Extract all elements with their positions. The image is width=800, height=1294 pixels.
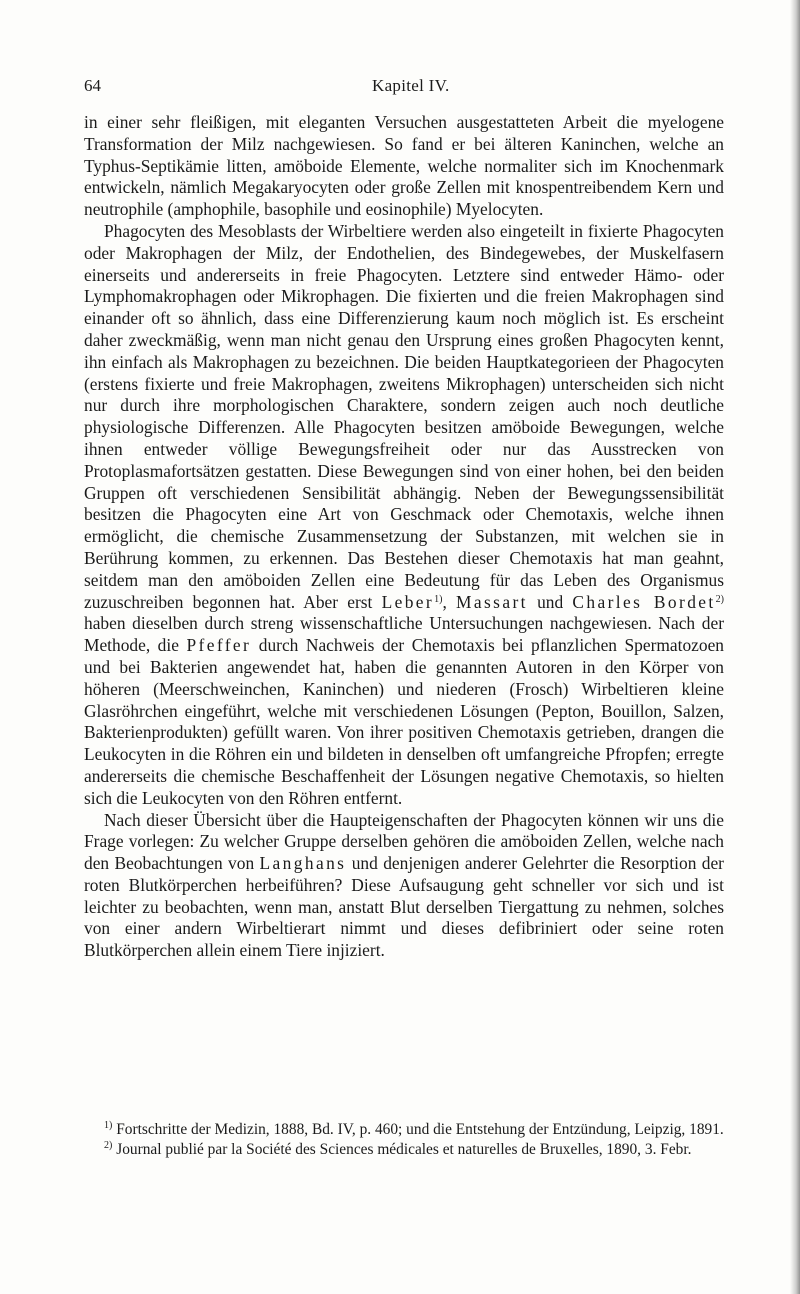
paragraph-1: in einer sehr fleißigen, mit eleganten Versuchen ausgestatteten Arbeit die myelogene Transformation der Milz nachgewiesen. So fand er bei älteren Kaninchen, welche an Typhus-Septikämie litten, amöboide Elemente, welche normaliter sich im Knochenmark entwickeln, nämlich Megakaryocyten oder große Zellen mit knospentreibendem Kern und neutrophile (amphophile, basophile und eosinophile) Myelocyten. [84,112,724,220]
paragraph-3-end: und denjenigen anderer Gelehrter die Resorption der roten Blutkörperchen herbeiführen? Diese Aufsaugung geht schneller vor sich und ist leichter zu beobachten, wenn man, anstatt Blut derselben Tiergattung zu nehmen, solches von einer andern Wirbeltierart nimmt und dieses defibriniert oder seine roten Blutkörperchen allein einem Tiere injiziert. [84,853,724,961]
paragraph-3 [84,810,724,963]
author-name-langhans: Langhans [259,853,347,874]
footnote-mark-2: 2) [715,593,724,605]
author-name-pfeffer: Pfeffer [186,635,252,656]
paragraph-2-text: Phagocyten des Mesoblasts der Wirbeltiere werden also eingeteilt in fixierte Phagocyten oder Makrophagen der Milz, der Endothelien, des Bindegewebes, der Muskelfasern einerseits und andererseits in freie Phagocyten. Letztere sind entweder Hämo- oder Lymphomakrophagen oder Mikrophagen. Die fixierten und die freien Makrophagen sind einander oft so ähnlich, dass eine Differenzierung kaum noch möglich ist. Es erscheint daher zweckmäßig, wenn man nicht genau den Ursprung eines großen Phagocyten kennt, ihn einfach als Makrophagen zu bezeichnen. Die beiden Hauptkategorieen der Phagocyten (erstens fixierte und freie Makrophagen, zweitens Mikrophagen) unterscheiden sich nicht nur durch ihre morphologischen Charaktere, sondern zeigen auch noch deutliche physiologische Differenzen. Alle Phagocyten besitzen amöboide Bewegungen, welche ihnen entweder völlige Bewegungsfreiheit oder nur das Ausstrecken von Protoplasmafortsätzen gestatten. Diese Bewegungen sind von einer hohen, bei den beiden Gruppen oft verschiedenen Sensibilität abhängig. Neben der Bewegungssensibilität besitzen die Phagocyten eine Art von Geschmack oder Chemotaxis, welche ihnen ermöglicht, die chemische Zusammensetzung der Substanzen, mit welchen sie in Berührung kommen, zu erkennen. Das Bestehen dieser Chemotaxis hat man geahnt, seitdem man den amöboiden Zellen eine Bedeutung für das Leben des Organismus zuzuschreiben begonnen hat. Aber erst [84,220,724,612]
page-header [84,76,724,102]
paragraph-2 [84,221,724,810]
footnote-2-mark: 2) [104,1140,113,1151]
footnote-1-text: Fortschritte der Medizin, 1888, Bd. IV, p. 460; und die Entstehung der Entzündung, Leipzig, 1891. [116,1121,724,1138]
page-edge-shadow [790,0,800,1294]
page-number: 64 [84,76,101,95]
footnote-1-mark: 1) [104,1120,113,1131]
footnote-2-text: Journal publié par la Société des Sciences médicales et naturelles de Bruxelles, 1890, 3. Febr. [116,1141,692,1158]
comma: , [442,591,447,612]
author-name-massart: Massart [456,591,528,612]
running-head: Kapitel IV. [372,76,450,95]
paragraph-2-continuation: haben dieselben durch streng wissenschaftliche Untersuchungen nachgewiesen. Nach der Methode, die [84,613,724,656]
paragraph-2-end: durch Nachweis der Chemotaxis bei pflanzlichen Spermatozoen und bei Bakterien angewendet hat, haben die genannten Autoren in den Körper von höheren (Meerschweinchen, Kaninchen) und niederen (Frosch) Wirbeltieren kleine Glasröhrchen eingeführt, welche mit verschiedenen Lösungen (Pepton, Bouillon, Salzen, Bakterienprodukten) gefüllt waren. Von ihrer positiven Chemotaxis getrieben, drangen die Leukocyten in die Röhren ein und bildeten in denselben oft umfangreiche Pfropfen; erregte andererseits die chemische Beschaffenheit der Lösungen negative Chemotaxis, so hielten sich die Leukocyten von den Röhren entfernt. [84,635,724,808]
footnote-2 [84,1140,724,1160]
footnote-mark-1: 1) [434,593,443,605]
body-text [84,112,724,962]
footnotes [84,1120,724,1160]
author-name-charles-bordet: Charles Bordet [572,591,716,612]
author-name-leber: Leber [381,591,435,612]
footnote-1 [84,1120,724,1140]
conjunction: und [537,591,564,612]
paragraph-3-text: Nach dieser Übersicht über die Haupteigenschaften der Phagocyten können wir uns die Frage vorlegen: Zu welcher Gruppe derselben gehören die amöboiden Zellen, welche nach den Beobachtungen von [84,809,724,874]
